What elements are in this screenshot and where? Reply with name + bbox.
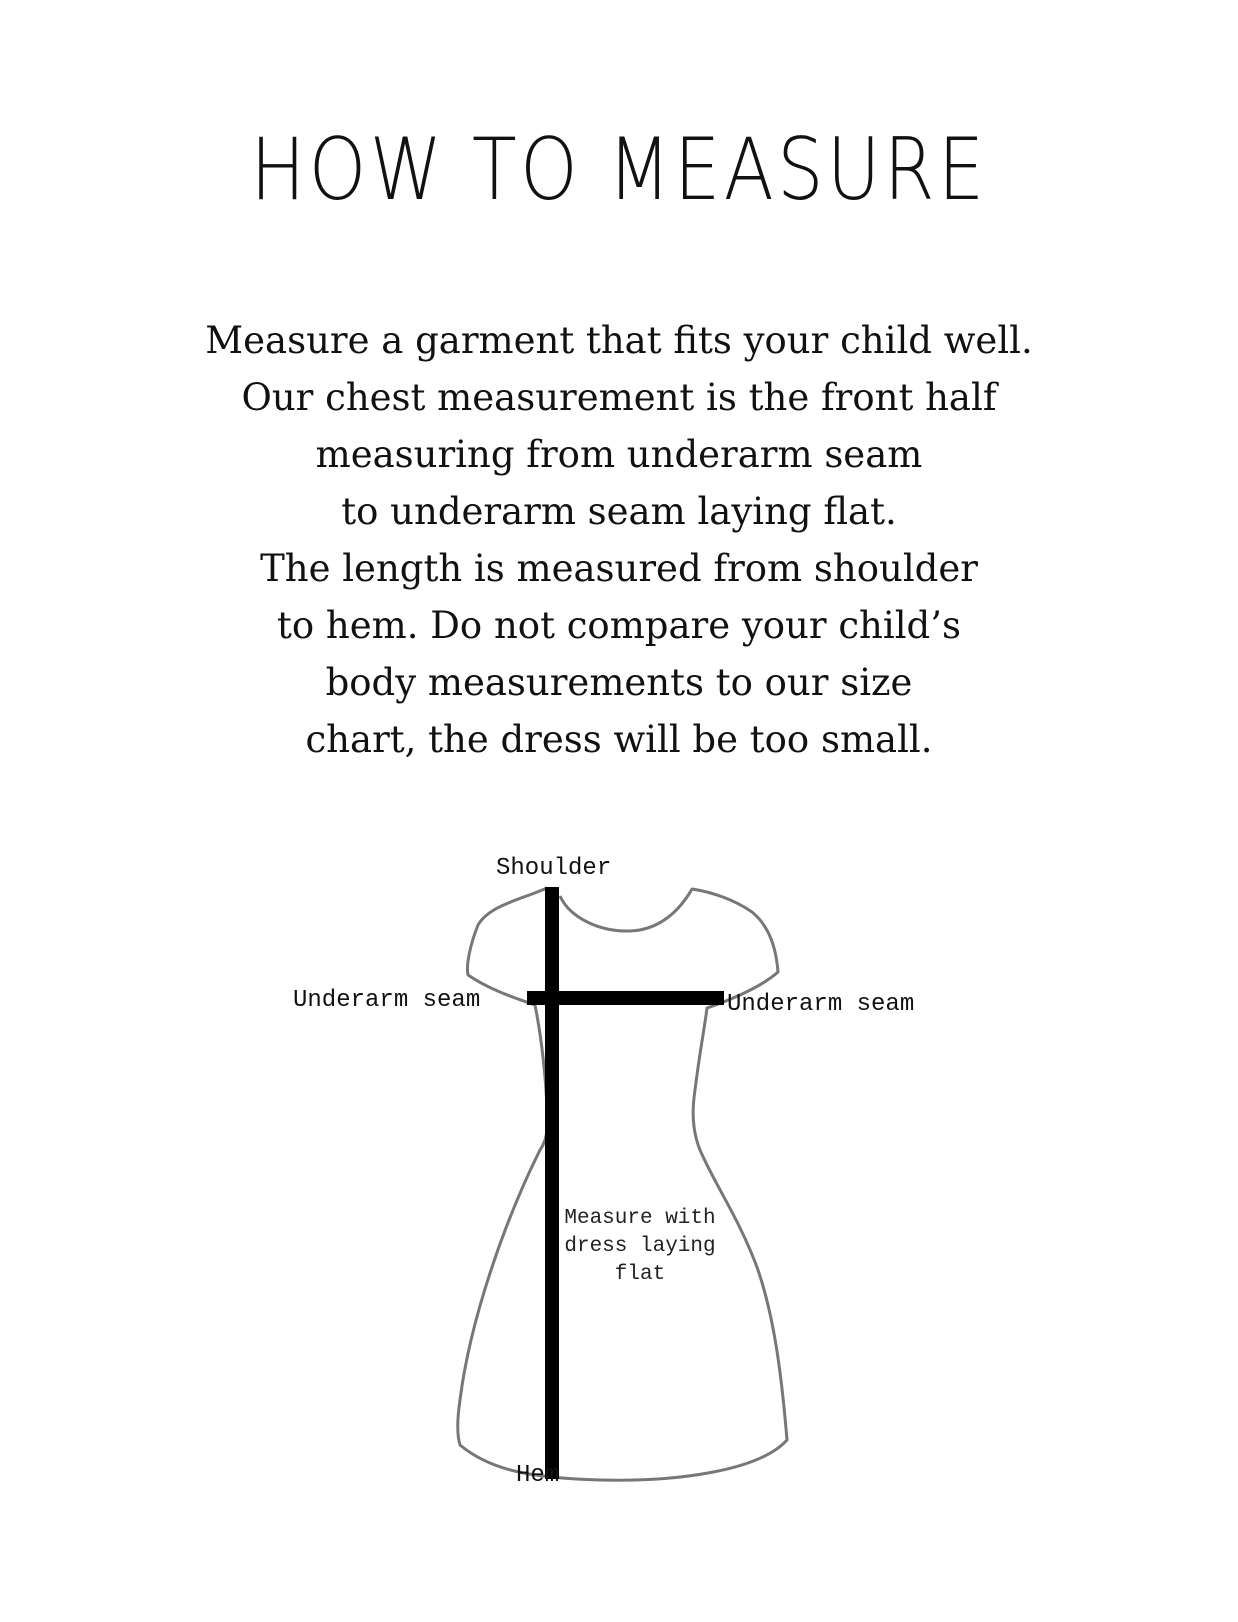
underarm-left-label: Underarm seam	[293, 987, 481, 1014]
dress-outline	[458, 888, 787, 1480]
page-title: HOW TO MEASURE	[250, 120, 988, 220]
hem-label: Hem	[516, 1462, 560, 1489]
length-measure-line	[545, 887, 559, 1479]
instruction-line: to hem. Do not compare your child’s	[277, 604, 961, 647]
instruction-line: Our chest measurement is the front half	[241, 376, 997, 419]
instruction-line: chart, the dress will be too small.	[305, 718, 933, 761]
note-line: dress laying	[564, 1235, 716, 1258]
lay-flat-note	[555, 1205, 725, 1289]
instruction-line: The length is measured from shoulder	[260, 547, 978, 590]
instruction-line: body measurements to our size	[325, 661, 913, 704]
instruction-line: to underarm seam laying flat.	[341, 490, 897, 533]
underarm-right-label: Underarm seam	[727, 991, 915, 1018]
instruction-line: Measure a garment that fits your child well.	[205, 319, 1033, 362]
note-line: Measure with	[564, 1207, 716, 1230]
instruction-line: measuring from underarm seam	[315, 433, 923, 476]
note-line: flat	[614, 1263, 666, 1286]
shoulder-label: Shoulder	[496, 855, 612, 882]
chest-measure-line	[527, 991, 724, 1005]
